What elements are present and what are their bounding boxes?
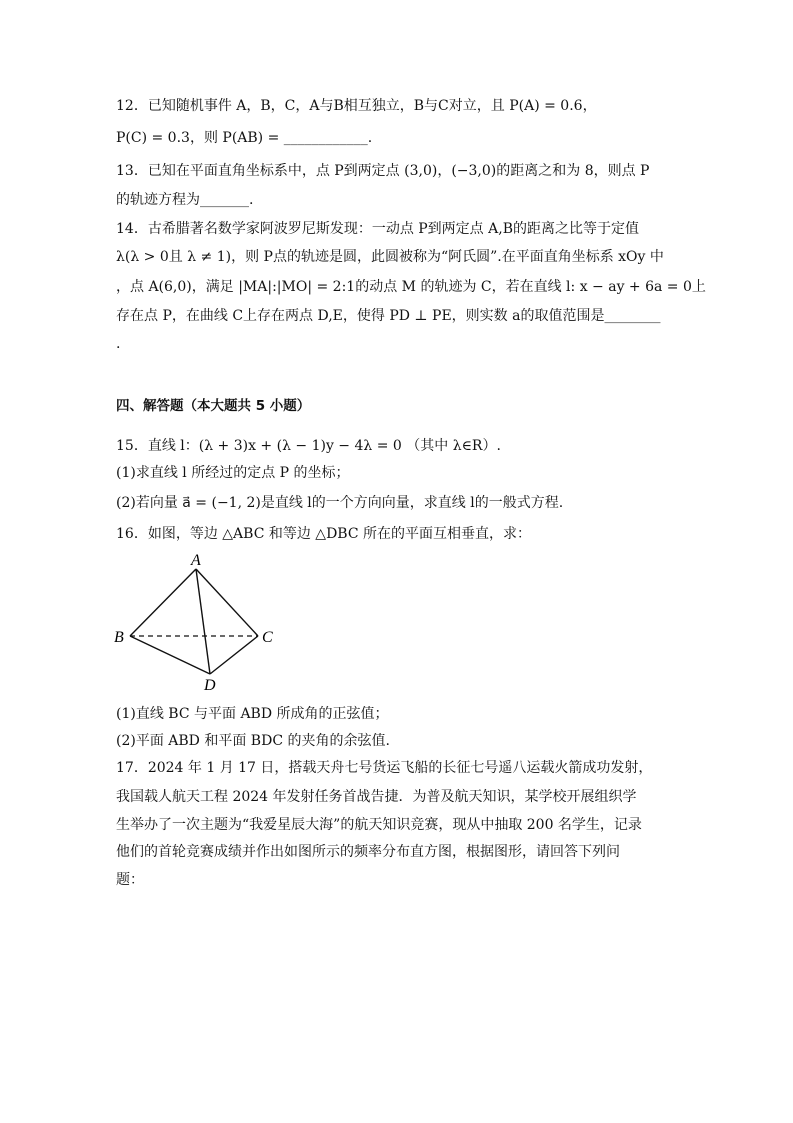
q17-line-2: 我国载人航天工程 2024 年发射任务首战告捷．为普及航天知识，某学校开展组织学	[116, 789, 637, 805]
q17-line-3: 生举办了一次主题为“我爱星辰大海”的航天知识竞赛，现从中抽取 200 名学生，记录	[116, 817, 642, 833]
q14-line-2: λ(λ > 0且 λ ≠ 1)，则 P点的轨迹是圆，此圆被称为“阿氏圆”.在平面直角坐标系 xOy 中	[116, 249, 664, 265]
q17-line-5: 题：	[116, 872, 144, 888]
section-title: 四、解答题（本大题共 5 小题）	[116, 398, 311, 414]
q17-line-1: 17．2024 年 1 月 17 日，搭载天舟七号货运飞船的长征七号遥八运载火箭成功发射，	[116, 760, 653, 776]
q14-line-1: 14．古希腊著名数学家阿波罗尼斯发现：一动点 P到两定点 A,B的距离之比等于定值	[116, 221, 639, 237]
edge-cd	[210, 636, 258, 674]
q14-line-5: .	[116, 336, 121, 352]
q15-line-2: (1)求直线 l 所经过的定点 P 的坐标；	[116, 465, 350, 481]
q13-line-1: 13．已知在平面直角坐标系中，点 P到两定点 (3,0)，(−3,0)的距离之和为 8，则点 P	[116, 163, 650, 179]
q15-line-1: 15．直线 l：(λ + 3)x + (λ − 1)y − 4λ = 0 （其中 λ∈R）.	[116, 438, 501, 454]
q17-line-4: 他们的首轮竞赛成绩并作出如图所示的频率分布直方图，根据图形，请回答下列问	[116, 844, 620, 860]
vertex-label-c: C	[262, 629, 273, 646]
q16-line-2: (1)直线 BC 与平面 ABD 所成角的正弦值；	[116, 706, 389, 722]
q12-line-2: P(C) = 0.3，则 P(AB) = ____________.	[116, 130, 373, 146]
vertex-label-b: B	[114, 629, 124, 646]
edge-ab	[130, 569, 196, 636]
edge-ad	[196, 569, 210, 674]
tetrahedron-figure	[110, 552, 290, 692]
q15-line-3: (2)若向量 a⃗ = (−1, 2)是直线 l的一个方向向量，求直线 l的一般式方程.	[116, 495, 564, 511]
q16-line-1: 16．如图，等边 △ABC 和等边 △DBC 所在的平面互相垂直，求：	[116, 526, 532, 542]
q13-line-2: 的轨迹方程为_______.	[116, 192, 254, 208]
vertex-label-d: D	[204, 677, 216, 692]
edge-ac	[196, 569, 258, 636]
q12-line-1: 12．已知随机事件 A，B，C，A与B相互独立，B与C对立，且 P(A) = 0.6，	[116, 98, 597, 114]
vertex-label-a: A	[191, 552, 201, 569]
q16-line-3: (2)平面 ABD 和平面 BDC 的夹角的余弦值.	[116, 733, 390, 749]
q14-line-4: 存在点 P，在曲线 C上存在两点 D,E，使得 PD ⊥ PE，则实数 a的取值范围是________	[116, 308, 661, 324]
q14-line-3: ，点 A(6,0)，满足 |MA|:|MO| = 2:1的动点 M 的轨迹为 C，若在直线 l: x − ay + 6a = 0上	[116, 279, 706, 295]
edge-bd	[130, 636, 210, 674]
